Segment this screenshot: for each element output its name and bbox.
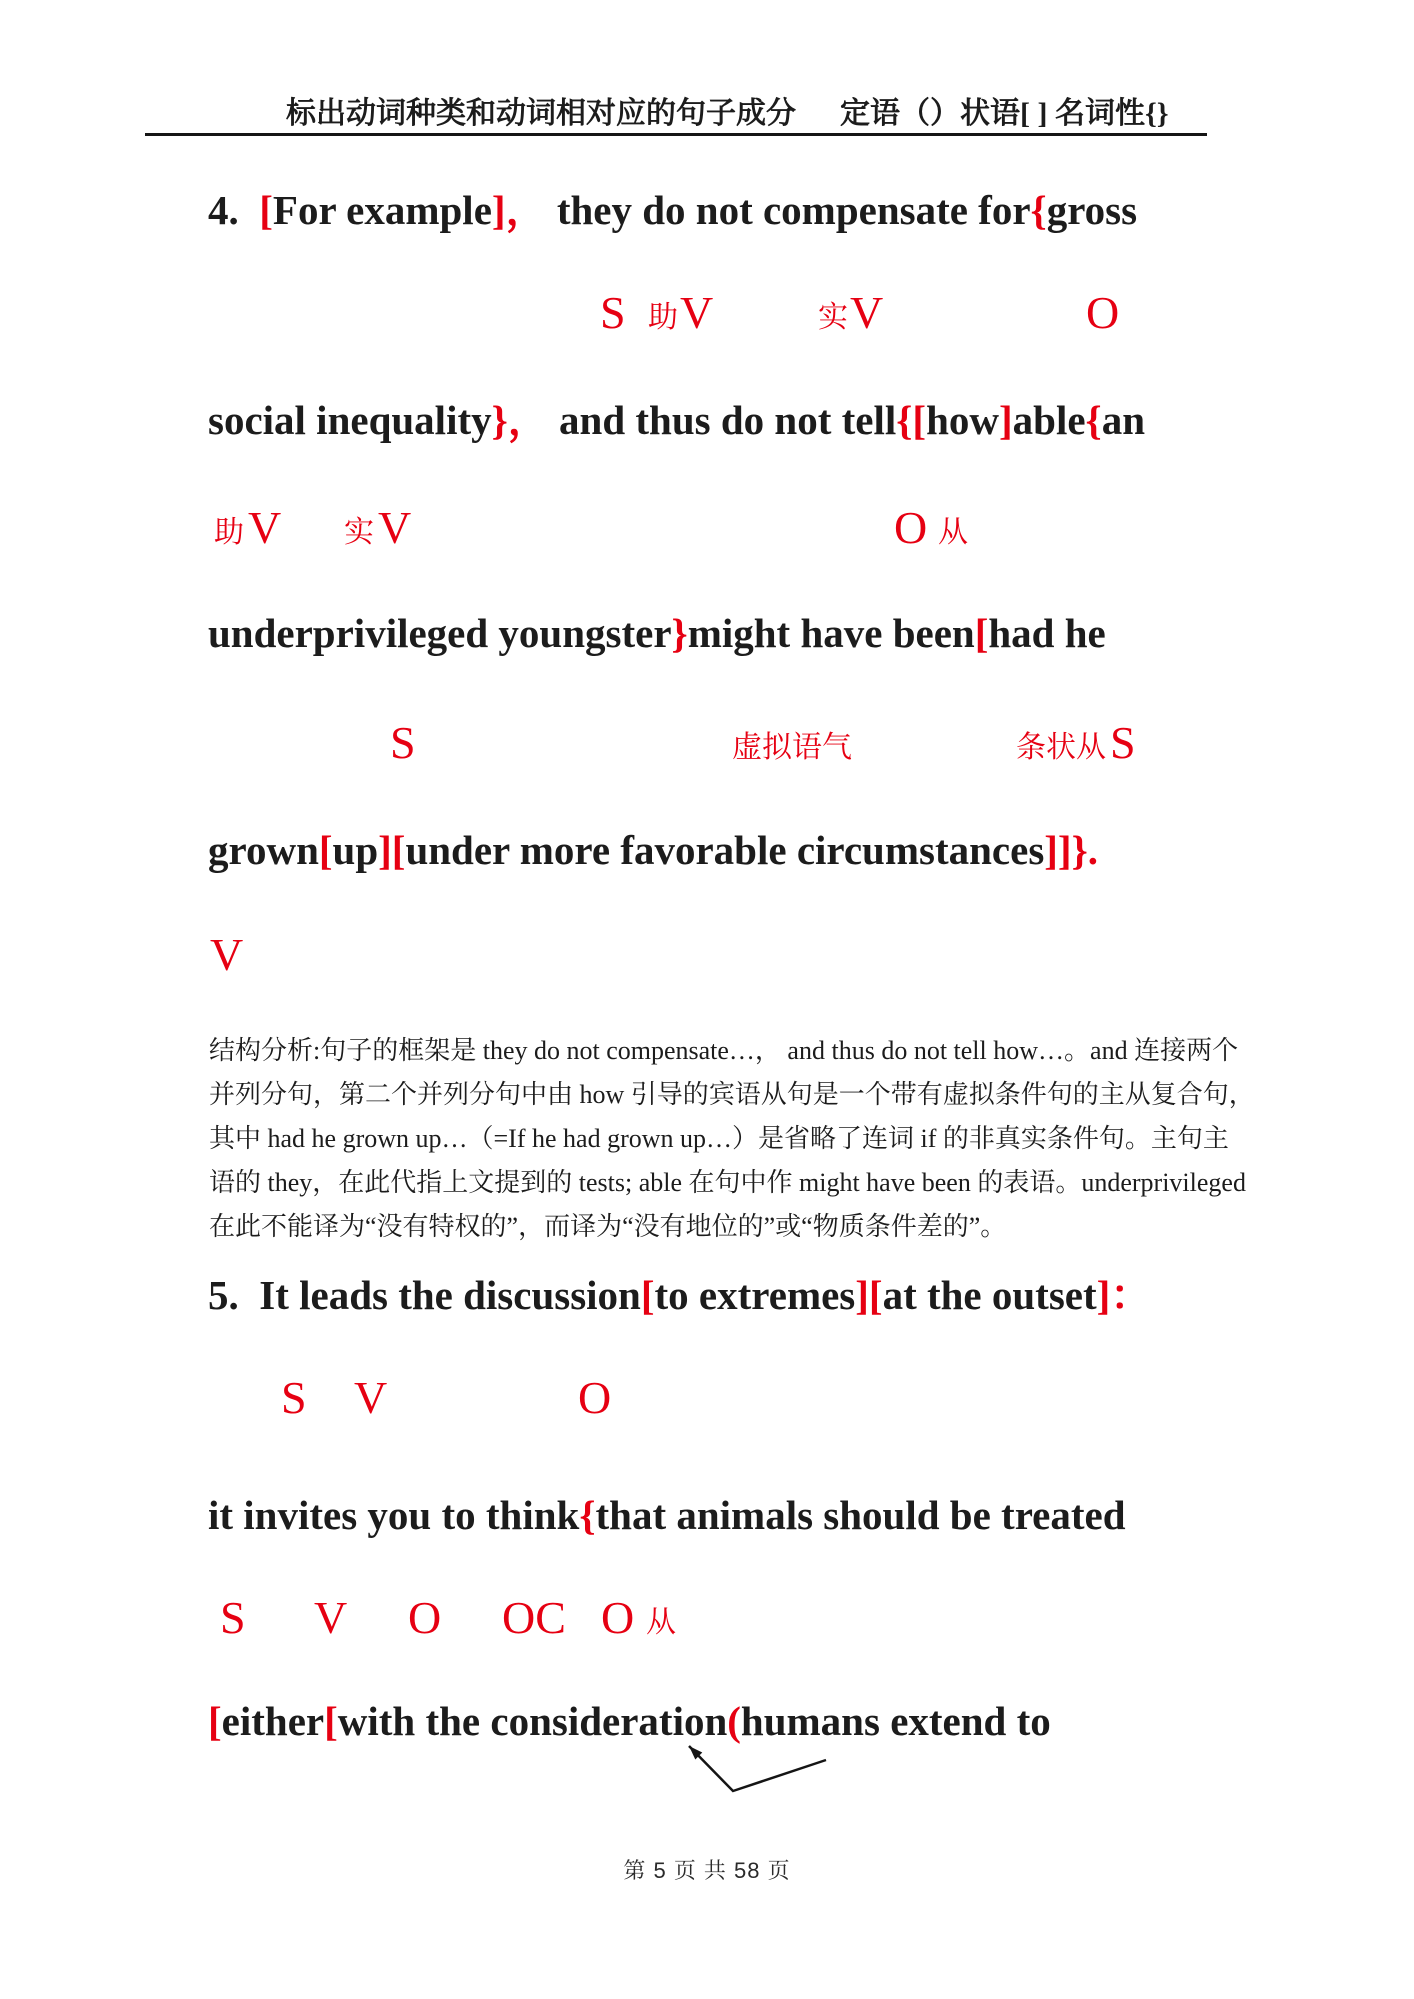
- sentence-text: either: [221, 1698, 325, 1744]
- sentence-text: with the consideration: [337, 1698, 728, 1744]
- sentence-4-line-2: [208, 397, 1145, 444]
- grammar-mark: S: [281, 1372, 307, 1423]
- grammar-bracket: ，: [507, 397, 549, 443]
- sentence-text: it invites you to think: [208, 1492, 580, 1538]
- sentence-text: social inequality: [208, 397, 492, 443]
- sentence-text: and thus do not tell: [548, 397, 897, 443]
- grammar-bracket: ，: [505, 187, 547, 233]
- grammar-mark: V: [210, 929, 244, 980]
- grammar-mark: V: [248, 502, 282, 553]
- grammar-marks-row-3: [0, 717, 1414, 778]
- grammar-mark: V: [850, 287, 884, 338]
- grammar-mark: 从: [646, 1606, 676, 1639]
- grammar-bracket: }: [671, 610, 688, 656]
- analysis-line-4: 语的 they，在此代指上文提到的 tests; able 在句中作 might have been 的表语。underprivileged: [209, 1168, 1246, 1197]
- grammar-mark: 实: [818, 301, 848, 334]
- header-left-title: 标出动词种类和动词相对应的句子成分: [286, 97, 796, 130]
- sentence-text: to extremes: [654, 1272, 856, 1318]
- grammar-bracket: ]]}.: [1044, 827, 1098, 873]
- grammar-mark: O: [1086, 287, 1120, 338]
- grammar-mark: S: [600, 287, 626, 338]
- grammar-bracket: {[: [896, 397, 927, 443]
- grammar-mark: 虚拟语气: [732, 731, 852, 764]
- grammar-marks-row-2: [0, 502, 1414, 563]
- sentence-text: gross: [1046, 187, 1138, 233]
- grammar-bracket: ][: [855, 1272, 883, 1318]
- sentence-text: underprivileged youngster: [208, 610, 672, 656]
- sentence-text: an: [1101, 397, 1146, 443]
- grammar-marks-row-4: [0, 929, 1414, 990]
- analysis-line-3: 其中 had he grown up…（=If he had grown up…）是省略了连词 if 的非真实条件句。主句主: [209, 1124, 1229, 1153]
- grammar-marks-row-6: [0, 1592, 1414, 1653]
- grammar-bracket: {: [579, 1492, 596, 1538]
- grammar-mark: 助: [214, 516, 244, 549]
- grammar-mark: 助: [648, 301, 678, 334]
- sentence-text: might have been: [687, 610, 975, 656]
- sentence-text: under more favorable circumstances: [405, 827, 1045, 873]
- grammar-bracket: ][: [378, 827, 406, 873]
- sentence-text: humans extend to: [740, 1698, 1051, 1744]
- grammar-bracket: {: [1085, 397, 1102, 443]
- annotation-arrow: [655, 1738, 845, 1800]
- header-rule: [145, 133, 1207, 136]
- grammar-bracket: [: [208, 1698, 222, 1744]
- sentence-4-line-3: [208, 610, 1106, 657]
- sentence-text: 5. It leads the discussion: [208, 1272, 641, 1318]
- grammar-mark: S: [220, 1592, 246, 1643]
- sentence-text: grown: [208, 827, 319, 873]
- footer-page-number: 第 5 页 共 58 页: [623, 1858, 791, 1883]
- sentence-text: they do not compensate for: [546, 187, 1031, 233]
- sentence-text: For example: [272, 187, 492, 233]
- sentence-text: how: [926, 397, 999, 443]
- grammar-bracket: [: [318, 827, 333, 873]
- sentence-5-line-2: [208, 1492, 1126, 1539]
- analysis-line-1: 结构分析:句子的框架是 they do not compensate…， and thus do not tell how…。and 连接两个: [209, 1036, 1239, 1065]
- grammar-mark: O: [408, 1592, 442, 1643]
- sentence-text: 4.: [208, 187, 260, 233]
- grammar-mark: S: [390, 717, 416, 768]
- grammar-bracket: (: [727, 1698, 741, 1744]
- grammar-bracket: }: [491, 397, 508, 443]
- grammar-mark: V: [354, 1372, 388, 1423]
- sentence-text: had he: [988, 610, 1106, 656]
- grammar-bracket: [: [974, 610, 989, 656]
- grammar-bracket: {: [1030, 187, 1047, 233]
- grammar-mark: V: [314, 1592, 348, 1643]
- grammar-bracket: ]: [491, 187, 506, 233]
- grammar-mark: 实: [344, 516, 374, 549]
- grammar-bracket: [: [640, 1272, 655, 1318]
- grammar-marks-row-1: [0, 287, 1414, 348]
- sentence-5-line-1: [208, 1272, 1151, 1319]
- analysis-line-5: 在此不能译为“没有特权的”，而译为“没有地位的”或“物质条件差的”。: [209, 1212, 1007, 1241]
- grammar-mark: V: [680, 287, 714, 338]
- grammar-bracket: ]: [1096, 1272, 1111, 1318]
- sentence-text: able: [1012, 397, 1086, 443]
- grammar-mark: O: [894, 502, 928, 553]
- grammar-bracket: ]: [998, 397, 1013, 443]
- grammar-bracket: ：: [1110, 1272, 1152, 1318]
- sentence-4-line-4: [208, 827, 1098, 874]
- grammar-bracket: [: [324, 1698, 338, 1744]
- analysis-line-2: 并列分句，第二个并列分句中由 how 引导的宾语从句是一个带有虚拟条件句的主从复合句，: [209, 1080, 1255, 1109]
- header-right-legend: 定语（）状语[ ] 名词性{}: [840, 97, 1169, 130]
- grammar-mark: S: [1110, 717, 1136, 768]
- grammar-bracket: [: [259, 187, 273, 233]
- grammar-mark: V: [378, 502, 412, 553]
- grammar-mark: O: [601, 1592, 635, 1643]
- sentence-5-line-3: [208, 1698, 1051, 1745]
- sentence-text: up: [332, 827, 379, 873]
- grammar-mark: 条状从: [1016, 731, 1106, 764]
- grammar-mark: OC: [502, 1592, 566, 1643]
- sentence-4-line-1: [208, 187, 1137, 234]
- grammar-marks-row-5: [0, 1372, 1414, 1433]
- grammar-mark: O: [578, 1372, 612, 1423]
- grammar-mark: 从: [938, 516, 968, 549]
- sentence-text: that animals should be treated: [595, 1492, 1126, 1538]
- sentence-text: at the outset: [882, 1272, 1097, 1318]
